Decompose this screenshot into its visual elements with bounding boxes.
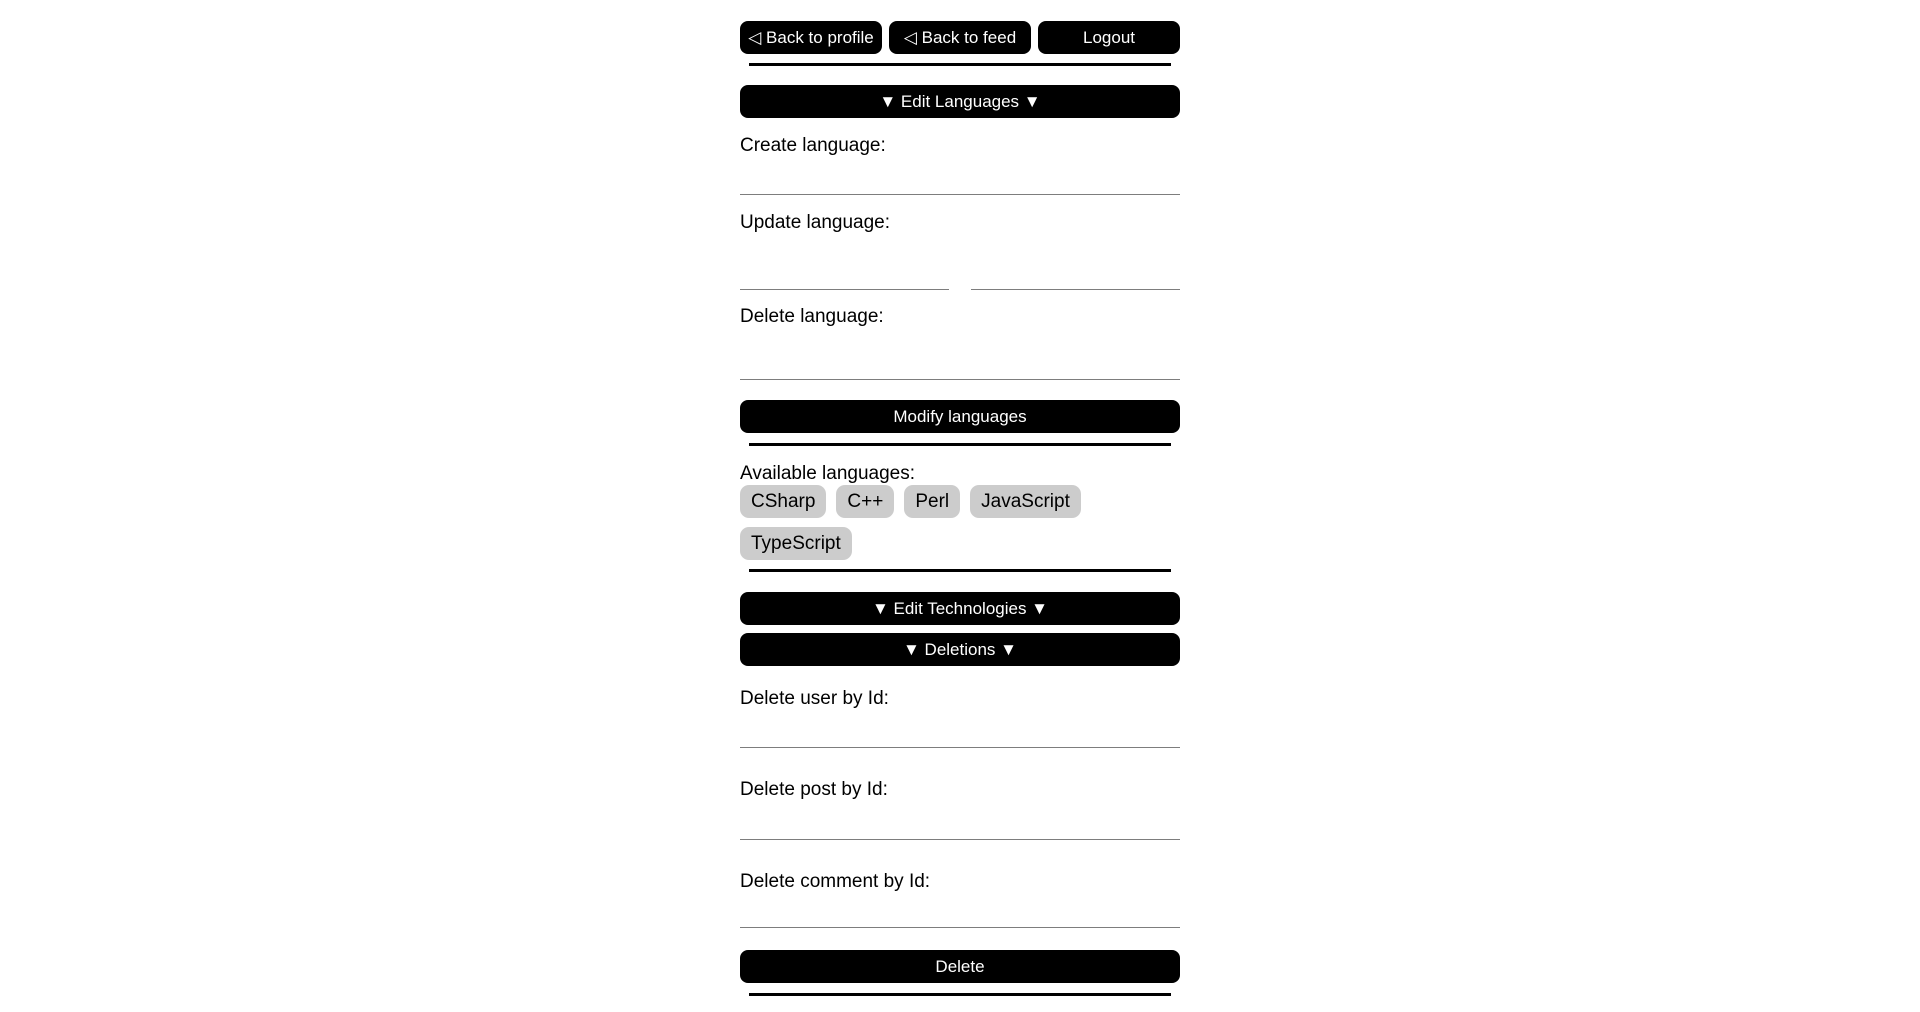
section-divider	[749, 569, 1171, 572]
section-divider	[749, 993, 1171, 996]
delete-post-field	[740, 778, 1180, 840]
back-to-profile-button[interactable]: ◁ Back to profile	[740, 21, 882, 54]
delete-user-label: Delete user by Id:	[740, 688, 889, 709]
available-languages-label: Available languages:	[740, 463, 916, 484]
update-language-to-input[interactable]	[971, 260, 1180, 290]
delete-user-id-input[interactable]	[740, 718, 1180, 748]
create-language-input[interactable]	[740, 165, 1180, 195]
delete-comment-field	[740, 870, 1180, 928]
language-tag: JavaScript	[970, 485, 1081, 518]
logout-button[interactable]: Logout	[1038, 21, 1180, 54]
section-divider	[749, 443, 1171, 446]
update-language-from-input[interactable]	[740, 260, 949, 290]
admin-panel-column	[740, 0, 1180, 996]
language-tag: CSharp	[740, 485, 826, 518]
delete-language-field	[740, 305, 1180, 380]
create-language-field	[740, 134, 1180, 195]
delete-post-label: Delete post by Id:	[740, 779, 888, 800]
language-tag: C++	[836, 485, 894, 518]
top-nav-buttons	[740, 21, 1180, 54]
edit-technologies-toggle-button[interactable]: ▼ Edit Technologies ▼	[740, 592, 1180, 625]
back-to-feed-button[interactable]: ◁ Back to feed	[889, 21, 1031, 54]
update-language-inputs	[740, 260, 1180, 290]
delete-language-label: Delete language:	[740, 306, 884, 327]
edit-languages-toggle-button[interactable]: ▼ Edit Languages ▼	[740, 85, 1180, 118]
create-language-label: Create language:	[740, 135, 886, 156]
delete-comment-label: Delete comment by Id:	[740, 871, 931, 892]
delete-comment-id-input[interactable]	[740, 898, 1180, 928]
update-language-field	[740, 211, 1180, 290]
delete-user-field	[740, 687, 1180, 748]
update-language-label: Update language:	[740, 212, 891, 233]
delete-language-input[interactable]	[740, 350, 1180, 380]
section-divider	[749, 63, 1171, 66]
language-tag: Perl	[904, 485, 960, 518]
language-tag: TypeScript	[740, 527, 852, 560]
available-languages-list	[740, 485, 1180, 560]
delete-button[interactable]: Delete	[740, 950, 1180, 983]
delete-post-id-input[interactable]	[740, 810, 1180, 840]
modify-languages-button[interactable]: Modify languages	[740, 400, 1180, 433]
deletions-toggle-button[interactable]: ▼ Deletions ▼	[740, 633, 1180, 666]
